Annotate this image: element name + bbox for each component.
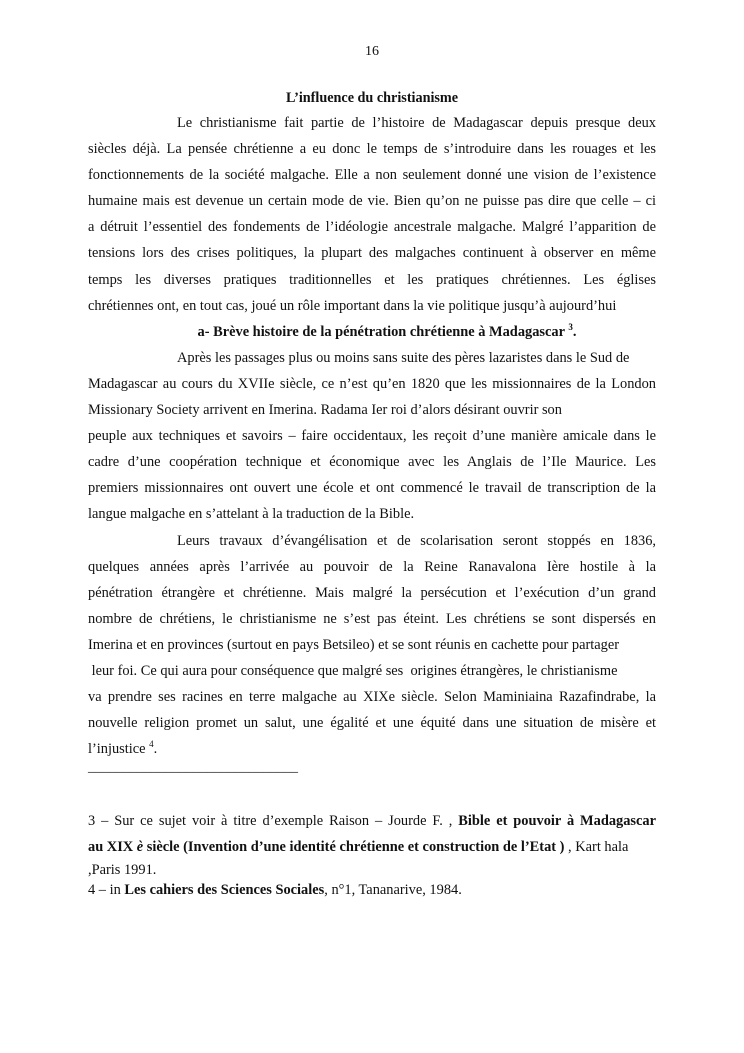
paragraph-line: Madagascar au cours du XVIIe siècle, ce n’est qu’en 1820 que les missionnaires de la London [88, 375, 656, 392]
section-title: L’influence du christianisme [285, 90, 459, 106]
footnote-3-line-1 [88, 808, 656, 834]
footnote-4-prefix: 4 – in [88, 882, 125, 899]
paragraph-line: Imerina et en provinces (surtout en pays Betsileo) et se sont réunis en cachette pour partager [88, 636, 620, 653]
paragraph-line: Après les passages plus ou moins sans suite des pères lazaristes dans le Sud de [177, 349, 630, 366]
subsection-title-text: a- Brève histoire de la pénétration chrétienne à Madagascar [197, 323, 565, 340]
footnote-3-publisher: , Kart hala [564, 839, 629, 856]
footnote-3-line-2 [88, 834, 656, 860]
footnote-separator: ______________________________ [88, 760, 298, 775]
paragraph-line: Missionary Society arrivent en Imerina. Radama Ier roi d’alors désirant ouvrir son [88, 402, 562, 419]
footnote-4 [88, 880, 656, 900]
footnote-3-title-part2-pre: au XIX [88, 839, 137, 856]
paragraph-line: temps les diverses pratiques traditionnelles et les pratiques chrétiennes. Les églises [88, 271, 656, 288]
footnote-4-title: Les cahiers des Sciences Sociales [124, 882, 325, 899]
subsection-title [88, 319, 656, 345]
paragraph-line: langue malgache en s’attelant à la traduction de la Bible. [88, 506, 415, 523]
footnote-3-title-part2-post: siècle (Invention d’une identité chrétienne et construction de l’Etat ) [143, 839, 565, 856]
footnote-3-prefix: 3 – Sur ce sujet voir à titre d’exemple Raison – Jourde F. , [88, 813, 459, 829]
paragraph-line: premiers missionnaires ont ouvert une école et ont commencé le travail de transcription de la [88, 480, 656, 497]
footnotes [88, 808, 656, 900]
paragraph-line: Leurs travaux d’évangélisation et de scolarisation seront stoppés en 1836, [177, 532, 656, 549]
paragraph-last-trail: . [153, 741, 158, 758]
paragraph-line: fonctionnements de la société malgache. Elle a non seulement donné une vision de l’existence [88, 167, 656, 184]
footnote-ref-4: 4 [149, 739, 154, 750]
body-text [88, 110, 656, 762]
paragraph-line: cadre d’une coopération technique et économique avec les Anglais de l’Ile Maurice. Les [88, 454, 656, 471]
paragraph-line: leur foi. Ce qui aura pour conséquence que malgré ses origines étrangères, le christianisme [88, 662, 618, 679]
footnote-ref-3: 3 [568, 321, 573, 332]
paragraph-line: nouvelle religion promet un salut, une égalité et une équité dans une situation de misère et [88, 715, 656, 732]
paragraph-line: humaine mais est devenue un certain mode de vie. Bien qu’on ne puisse pas dire que celle – ci [88, 193, 656, 210]
footnote-3-title-italic: è [136, 839, 144, 856]
paragraph-line: pénétration étrangère et chrétienne. Mais malgré la persécution et l’exécution d’un grand [88, 584, 656, 601]
page-number: 16 [365, 44, 379, 59]
footnote-3-title-part1: Bible et pouvoir à Madagascar [458, 813, 656, 829]
paragraph-last-text: l’injustice [88, 741, 150, 758]
paragraph-line: nombre de chrétiens, le christianisme ne s’est pas éteint. Les chrétiens se sont dispersés en [88, 610, 656, 627]
paragraph-line: va prendre ses racines en terre malgache au XIXe siècle. Selon Maminiaina Razafindrabe, la [88, 689, 656, 706]
paragraph-line: siècles déjà. La pensée chrétienne a eu donc le temps de s’introduire dans les rouages et les [88, 141, 656, 158]
paragraph-line: Le christianisme fait partie de l’histoire de Madagascar depuis presque deux [177, 115, 656, 131]
paragraph-line: a détruit l’essentiel des fondements de l’idéologie ancestrale malgache. Malgré l’apparition de [88, 219, 656, 236]
paragraph-line: tensions lors des crises politiques, la plupart des malgaches continuent à observer en même [88, 245, 656, 262]
footnote-4-suffix: , n°1, Tananarive, 1984. [324, 882, 462, 899]
subsection-title-trail: . [572, 323, 577, 340]
paragraph-line: peuple aux techniques et savoirs – faire occidentaux, les reçoit d’une manière amicale dans le [88, 428, 656, 445]
footnote-3-line-3: ,Paris 1991. [88, 862, 157, 879]
paragraph-line: chrétiennes ont, en tout cas, joué un rôle important dans la vie politique jusqu’à aujourd’hui [88, 297, 617, 314]
paragraph-line: quelques années après l’arrivée au pouvoir de la Reine Ranavalona Ière hostile à la [88, 558, 656, 575]
paragraph-line [88, 736, 656, 762]
